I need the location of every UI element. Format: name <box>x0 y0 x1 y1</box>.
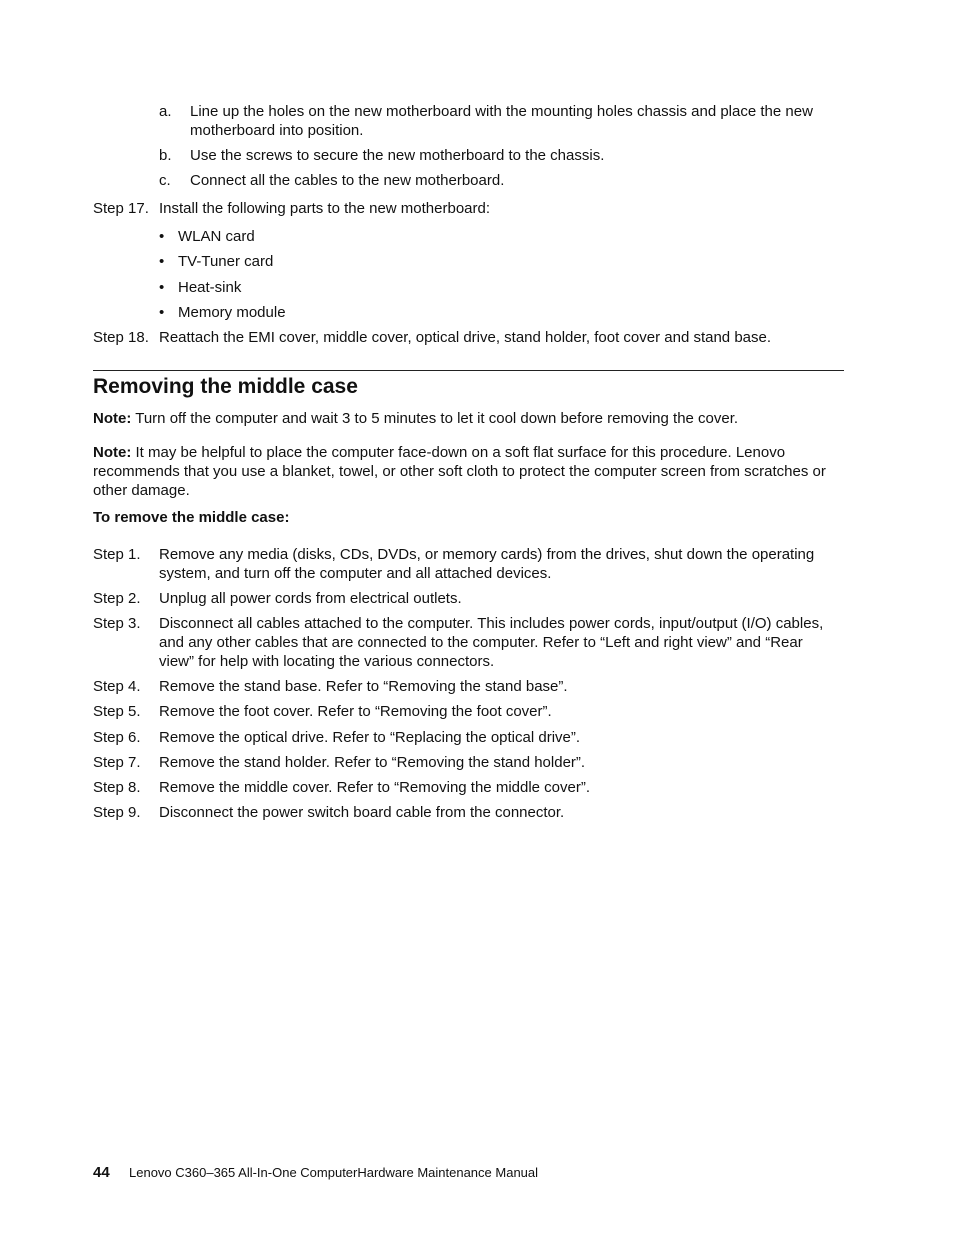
note-text: Turn off the computer and wait 3 to 5 minutes to let it cool down before removing the cover. <box>135 410 739 427</box>
step-label: Step 4. <box>93 678 141 695</box>
step-text: Remove any media (disks, CDs, DVDs, or memory cards) from the drives, shut down the operating system, and turn off the computer and all attached devices. <box>159 546 815 582</box>
note-text: It may be helpful to place the computer face-down on a soft flat surface for this procedure. Lenovo recommends that you use a blanket, towel, or other soft cloth to protect the computer screen from scratches or other damage. <box>93 444 826 499</box>
note-label: Note: <box>93 444 132 461</box>
step-text: Disconnect all cables attached to the computer. This includes power cords, input/output (I/O) cables, and any other cables that are connected to the computer. Refer to “Left and right view” and “Rear view” for help with locating the various connectors. <box>159 615 824 670</box>
step-label: Step 7. <box>93 754 141 771</box>
note-label: Note: <box>93 410 132 427</box>
list-item-text: Memory module <box>178 304 286 321</box>
step-text: Remove the middle cover. Refer to “Removing the middle cover”. <box>159 779 591 796</box>
bullet-icon: • <box>159 304 165 321</box>
step-label: Step 6. <box>93 729 141 746</box>
list-item-text: TV-Tuner card <box>178 253 274 270</box>
step-text: Remove the stand holder. Refer to “Removing the stand holder”. <box>159 754 586 771</box>
step-label: Step 8. <box>93 779 141 796</box>
step-text: Remove the stand base. Refer to “Removing the stand base”. <box>159 678 568 695</box>
note-1 <box>93 409 849 428</box>
list-item-text: Heat-sink <box>178 279 242 296</box>
step-text: Reattach the EMI cover, middle cover, optical drive, stand holder, foot cover and stand base. <box>159 329 772 346</box>
substep-text: Connect all the cables to the new motherboard. <box>190 172 505 189</box>
step-text: Disconnect the power switch board cable from the connector. <box>159 804 565 821</box>
page-number: 44 <box>93 1164 110 1181</box>
list-item-text: WLAN card <box>178 228 255 245</box>
step-label: Step 9. <box>93 804 141 821</box>
section-divider <box>93 370 844 371</box>
note-2 <box>93 443 849 500</box>
step-label: Step 3. <box>93 615 141 632</box>
bullet-icon: • <box>159 253 165 270</box>
step-label: Step 2. <box>93 590 141 607</box>
step-label: Step 5. <box>93 703 141 720</box>
step-text: Remove the foot cover. Refer to “Removing the foot cover”. <box>159 703 552 720</box>
substep-marker: b. <box>159 147 172 164</box>
substep-text: Use the screws to secure the new motherboard to the chassis. <box>190 147 605 164</box>
substep-text: Line up the holes on the new motherboard with the mounting holes chassis and place the new motherboard into position. <box>190 103 813 139</box>
step-label: Step 1. <box>93 546 141 563</box>
step-text: Remove the optical drive. Refer to “Replacing the optical drive”. <box>159 729 581 746</box>
step-label: Step 17. <box>93 200 149 217</box>
bullet-icon: • <box>159 228 165 245</box>
procedure-heading: To remove the middle case: <box>93 509 290 526</box>
footer-title: Lenovo C360–365 All-In-One ComputerHardware Maintenance Manual <box>129 1165 539 1180</box>
substep-marker: a. <box>159 103 172 120</box>
step-text: Unplug all power cords from electrical outlets. <box>159 590 462 607</box>
section-title: Removing the middle case <box>93 375 358 398</box>
bullet-icon: • <box>159 279 165 296</box>
substep-marker: c. <box>159 172 171 189</box>
step-label: Step 18. <box>93 329 149 346</box>
step-text: Install the following parts to the new motherboard: <box>159 200 491 217</box>
